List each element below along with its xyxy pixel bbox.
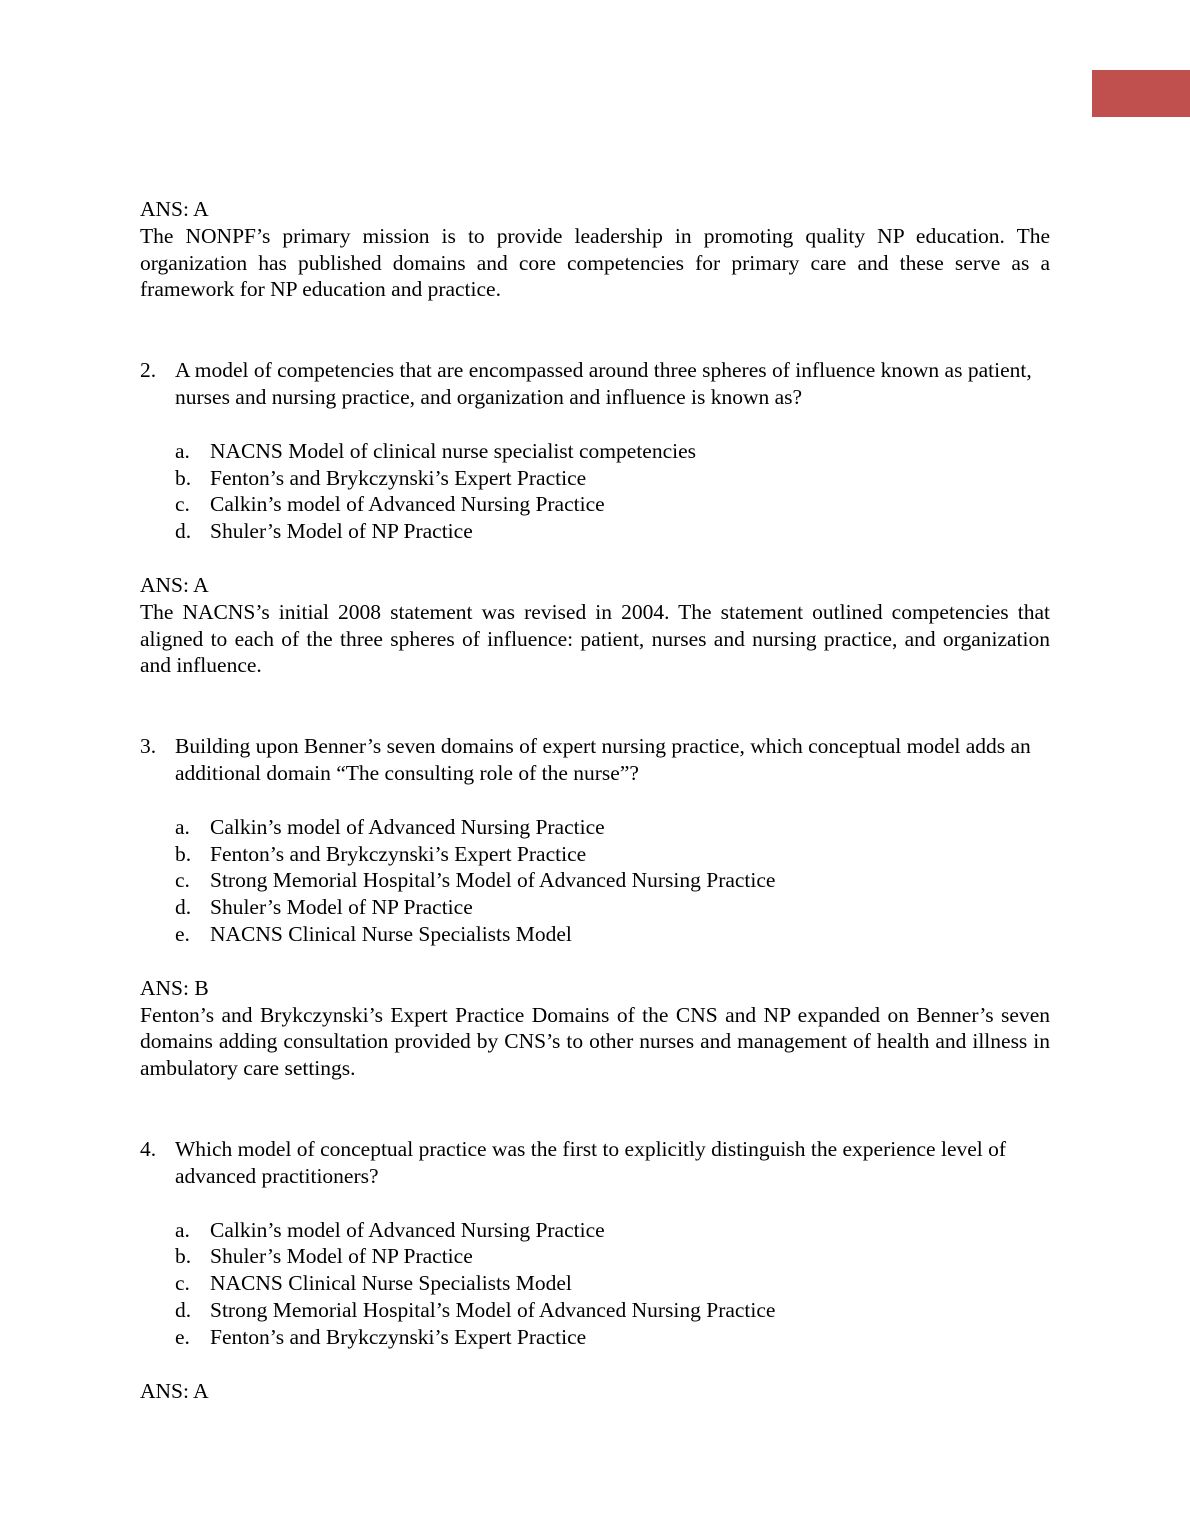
option-letter: d. <box>175 895 192 920</box>
option-item <box>140 1324 1050 1351</box>
option-letter: d. <box>175 519 192 544</box>
option-text: NACNS Clinical Nurse Specialists Model <box>210 1271 572 1296</box>
option-text: NACNS Model of clinical nurse specialist competencies <box>210 438 697 463</box>
question-text <box>140 733 1050 787</box>
option-letter: c. <box>175 1271 190 1296</box>
option-text: Calkin’s model of Advanced Nursing Practice <box>210 492 605 517</box>
option-item <box>140 841 1050 868</box>
answer-explanation: Fenton’s and Brykczynski’s Expert Practice Domains of the CNS and NP expanded on Benner’s seven domains adding consultation provided by CNS’s to other nurses and management of health and illness in ambulatory care settings. <box>140 1002 1050 1081</box>
option-letter: a. <box>175 1217 190 1242</box>
option-item <box>140 1217 1050 1244</box>
option-letter: c. <box>175 492 190 517</box>
option-letter: a. <box>175 438 190 463</box>
answer-label: ANS: A <box>140 197 209 221</box>
option-list <box>140 814 1050 948</box>
option-letter: c. <box>175 868 190 893</box>
option-letter: b. <box>175 1244 192 1269</box>
question-number: 2. <box>140 358 157 383</box>
option-text: NACNS Clinical Nurse Specialists Model <box>210 921 572 946</box>
option-item <box>140 921 1050 948</box>
option-letter: b. <box>175 465 192 490</box>
answer-label: ANS: B <box>140 975 209 1000</box>
question-stem: Building upon Benner’s seven domains of expert nursing practice, which conceptual model adds an additional domain “The consulting role of the nurse”? <box>175 734 1031 785</box>
option-list <box>140 438 1050 545</box>
option-item <box>140 518 1050 545</box>
option-item <box>140 814 1050 841</box>
question-text <box>140 1136 1050 1190</box>
answer-label: ANS: A <box>140 572 209 597</box>
answer-label: ANS: A <box>140 1378 209 1403</box>
answer-block-1 <box>140 196 1050 303</box>
question-2 <box>140 357 1050 679</box>
option-letter: a. <box>175 814 190 839</box>
document-page <box>140 196 1050 1404</box>
question-stem: A model of competencies that are encompassed around three spheres of influence known as patient, nurses and nursing practice, and organization and influence is known as? <box>175 358 1032 409</box>
option-text: Strong Memorial Hospital’s Model of Advanced Nursing Practice <box>210 1297 776 1322</box>
question-number: 4. <box>140 1136 157 1161</box>
option-letter: d. <box>175 1297 192 1322</box>
question-text <box>140 357 1050 411</box>
option-text: Shuler’s Model of NP Practice <box>210 1244 473 1269</box>
option-text: Shuler’s Model of NP Practice <box>210 519 473 544</box>
option-text: Fenton’s and Brykczynski’s Expert Practice <box>210 841 587 866</box>
option-list <box>140 1217 1050 1351</box>
option-item <box>140 867 1050 894</box>
option-item <box>140 1270 1050 1297</box>
question-3 <box>140 733 1050 1082</box>
option-item <box>140 1243 1050 1270</box>
option-text: Strong Memorial Hospital’s Model of Advanced Nursing Practice <box>210 868 776 893</box>
option-letter: b. <box>175 841 192 866</box>
option-item <box>140 491 1050 518</box>
option-letter: e. <box>175 1324 190 1349</box>
option-text: Calkin’s model of Advanced Nursing Practice <box>210 1217 605 1242</box>
option-text: Fenton’s and Brykczynski’s Expert Practice <box>210 465 587 490</box>
option-item <box>140 894 1050 921</box>
option-letter: e. <box>175 921 190 946</box>
option-text: Shuler’s Model of NP Practice <box>210 895 473 920</box>
option-text: Fenton’s and Brykczynski’s Expert Practice <box>210 1324 587 1349</box>
option-item <box>140 465 1050 492</box>
option-item <box>140 1297 1050 1324</box>
answer-explanation: The NACNS’s initial 2008 statement was revised in 2004. The statement outlined competencies that aligned to each of the three spheres of influence: patient, nurses and nursing practice, and organization and influence. <box>140 599 1050 678</box>
question-4 <box>140 1136 1050 1404</box>
question-number: 3. <box>140 734 157 759</box>
option-text: Calkin’s model of Advanced Nursing Practice <box>210 814 605 839</box>
answer-explanation: The NONPF’s primary mission is to provide leadership in promoting quality NP education. The organization has published domains and core competencies for primary care and these serve as a framework for NP education and practice. <box>140 223 1050 302</box>
option-item <box>140 438 1050 465</box>
header-color-tab <box>1092 70 1190 117</box>
question-stem: Which model of conceptual practice was the first to explicitly distinguish the experience level of advanced practitioners? <box>175 1136 1007 1188</box>
